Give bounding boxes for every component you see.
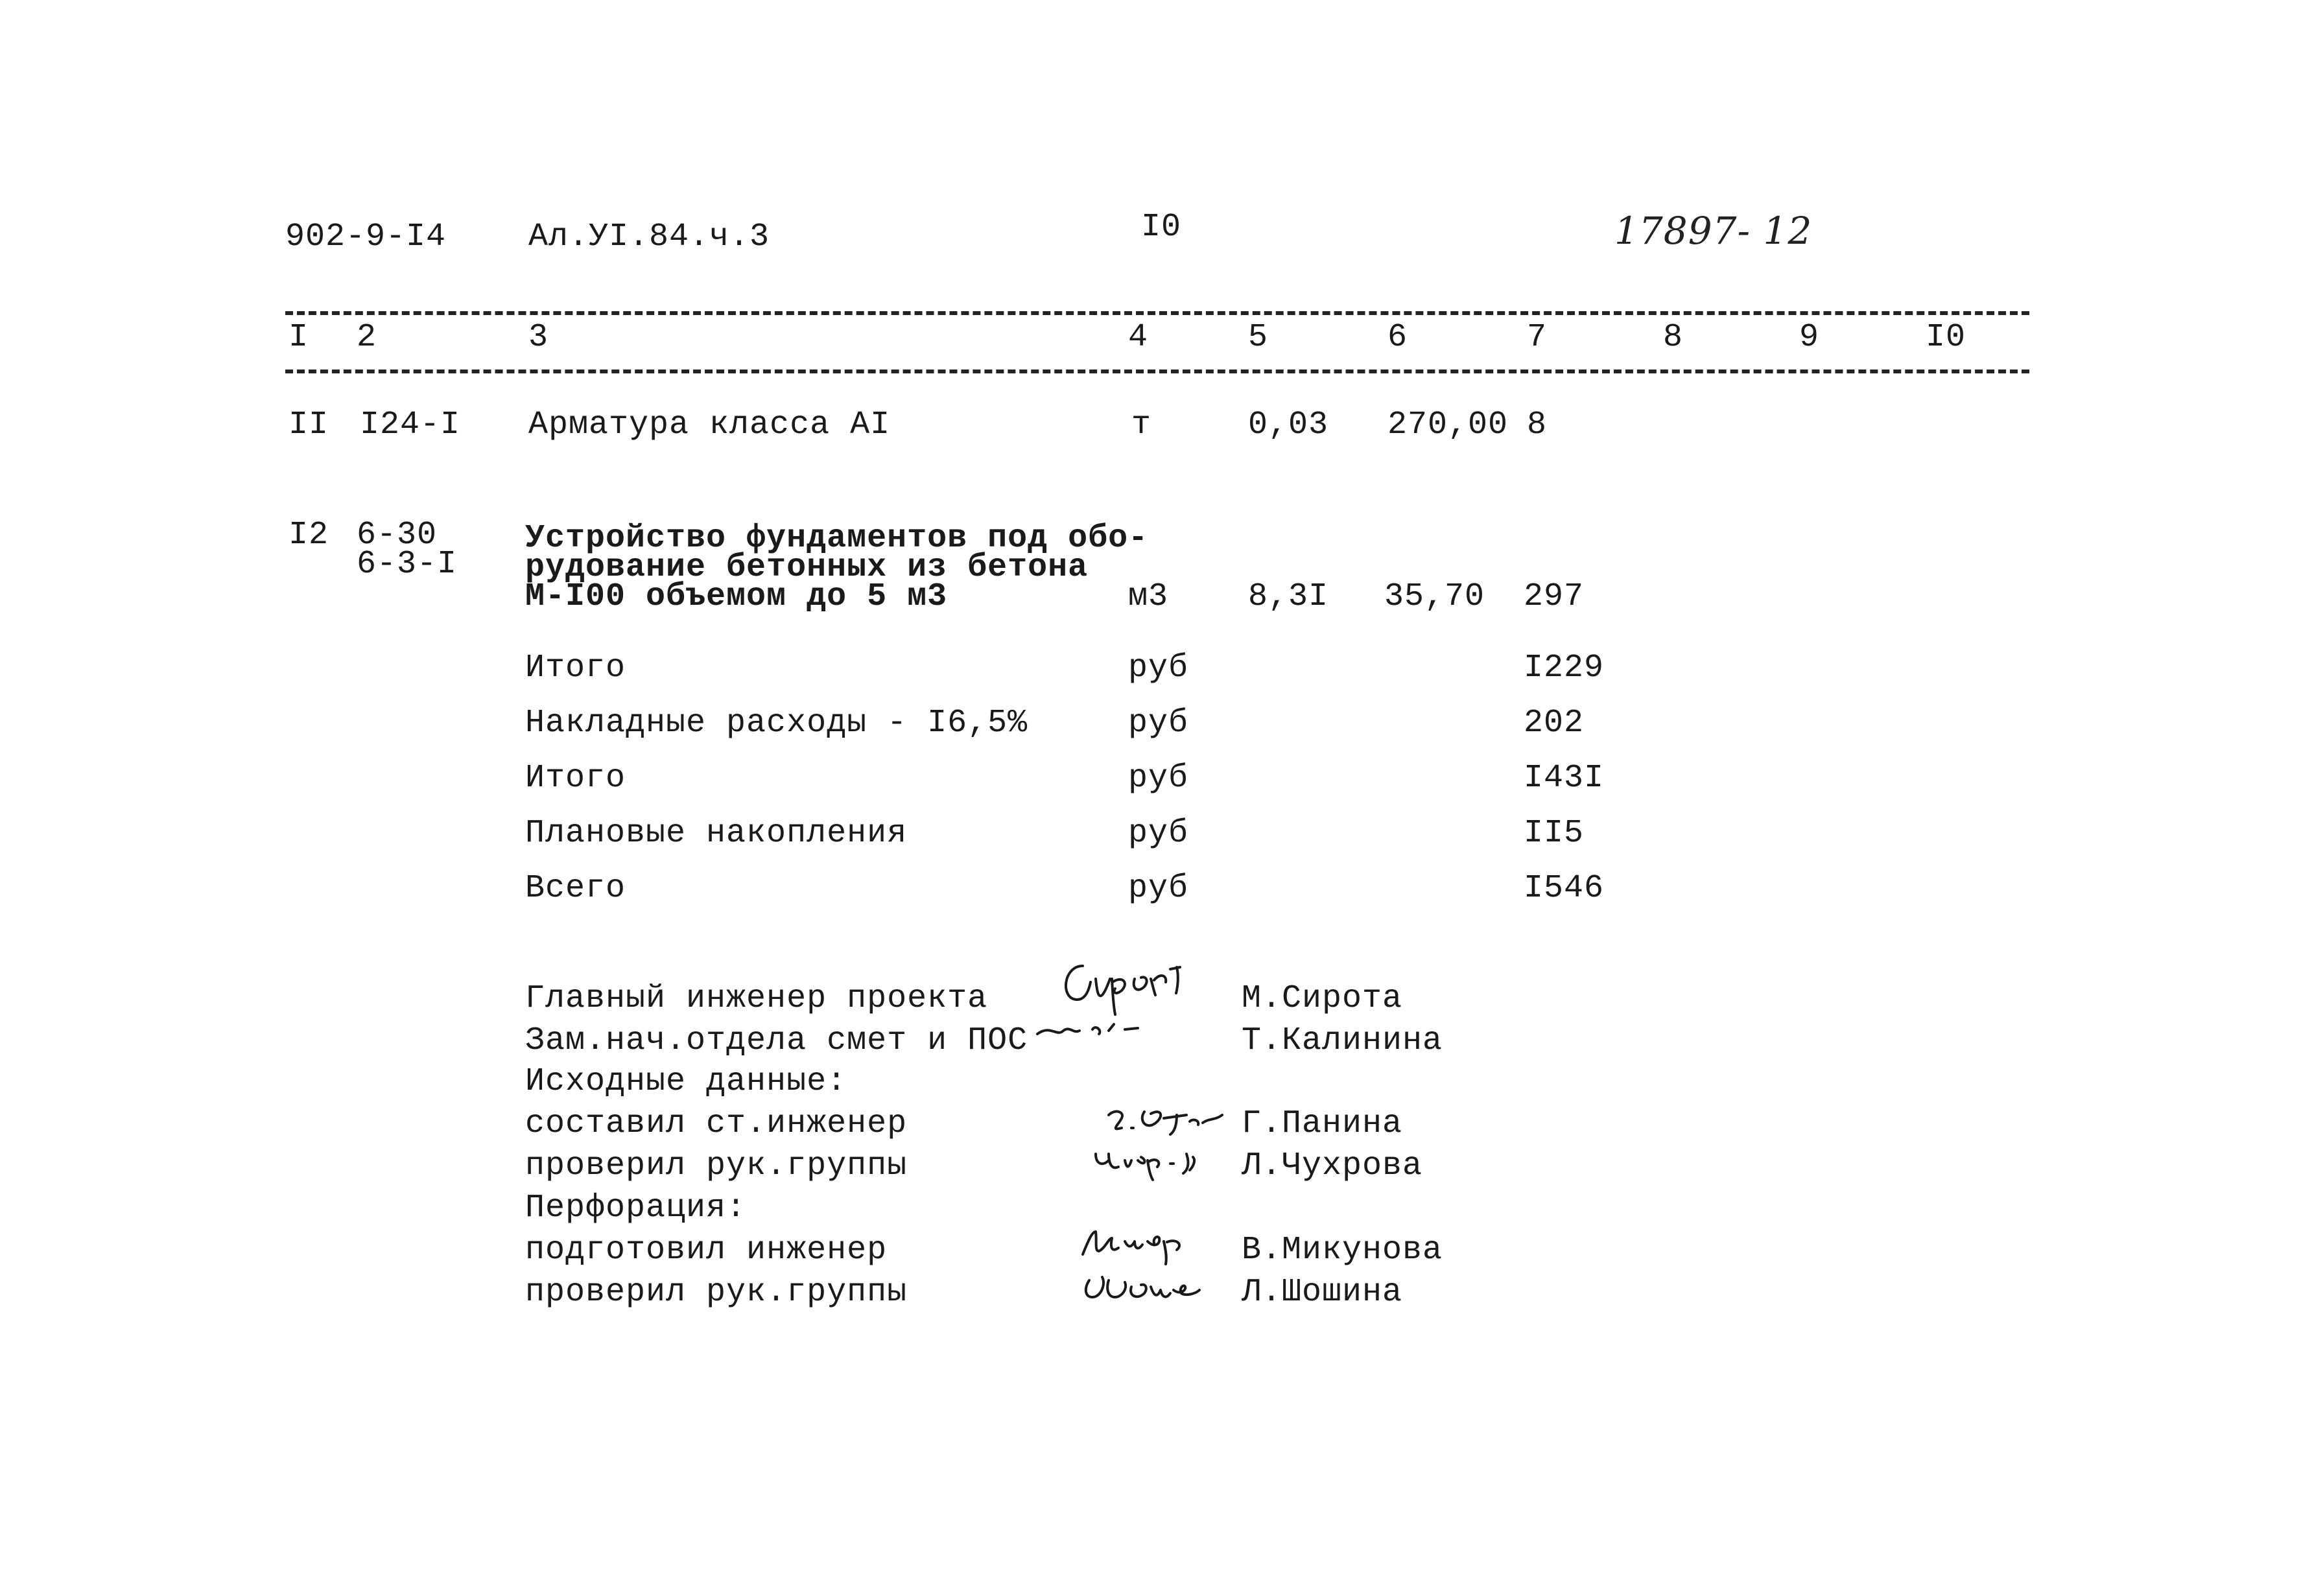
summary-overhead-value: 202 [1524, 705, 1585, 742]
summary-planned-savings-label: Плановые накопления [525, 815, 908, 852]
document-code: 902-9-I4 [285, 218, 447, 255]
summary-overhead-unit: руб [1128, 705, 1189, 742]
row-11-price: 270,00 [1387, 406, 1509, 443]
summary-grand-total-label: Всего [525, 870, 626, 907]
signatory-name-chukhrova: Л.Чухрова [1242, 1147, 1423, 1184]
summary-grand-total-unit: руб [1128, 870, 1189, 907]
row-12-code-line2: 6-3-I [357, 546, 458, 583]
row-12-name-line2: рудование бетонных из бетона [525, 549, 1089, 586]
row-12-code-line1: 6-30 [357, 517, 438, 554]
signatory-name-kalinina: Т.Калинина [1242, 1022, 1443, 1059]
summary-planned-savings-value: II5 [1524, 815, 1585, 852]
signature-shoshina [1070, 1264, 1219, 1309]
signatory-role-compiled-by: составил ст.инженер [525, 1105, 908, 1142]
column-header-7: 7 [1527, 319, 1548, 356]
signatory-name-mikunova: В.Микунова [1242, 1232, 1443, 1269]
column-header-2: 2 [357, 319, 377, 356]
column-header-6: 6 [1387, 319, 1408, 356]
column-header-4: 4 [1128, 319, 1149, 356]
header-top-divider [285, 311, 2029, 315]
signatory-name-panina: Г.Панина [1242, 1105, 1403, 1142]
signatory-role-deputy-head: Зам.нач.отдела смет и ПОС [525, 1022, 1028, 1059]
row-11-unit: т [1131, 406, 1152, 443]
row-11-quantity: 0,03 [1248, 406, 1329, 443]
column-header-1: I [289, 319, 309, 356]
row-12-name-line3: М-I00 объемом до 5 м3 [525, 578, 948, 615]
section-label-source-data: Исходные данные: [525, 1063, 847, 1100]
signatory-role-checked-by: проверил рук.группы [525, 1147, 908, 1184]
row-11-code: I24-I [360, 406, 461, 443]
page-number: I0 [1141, 209, 1182, 246]
signatory-name-shoshina: Л.Шошина [1242, 1274, 1403, 1311]
row-12-total: 297 [1524, 578, 1585, 615]
row-11-total: 8 [1527, 406, 1548, 443]
column-header-5: 5 [1248, 319, 1269, 356]
row-12-name-line1: Устройство фундаментов под обо- [525, 520, 1149, 557]
album-reference: Ал.УI.84.ч.3 [528, 218, 770, 255]
column-header-9: 9 [1799, 319, 1820, 356]
column-header-10: I0 [1926, 319, 1966, 356]
summary-subtotal2-label: Итого [525, 760, 626, 797]
summary-subtotal-label: Итого [525, 650, 626, 687]
handwritten-archive-number: 17897- 12 [1614, 209, 1813, 253]
column-header-3: 3 [528, 319, 549, 356]
summary-subtotal-value: I229 [1524, 650, 1605, 687]
header-bottom-divider [285, 370, 2029, 373]
signatory-role-prepared-by: подготовил инженер [525, 1232, 888, 1269]
summary-subtotal-unit: руб [1128, 650, 1189, 687]
row-12-number: I2 [289, 517, 329, 554]
section-label-perforation: Перфорация: [525, 1190, 747, 1226]
signature-mikunova [1070, 1219, 1219, 1264]
row-12-unit: м3 [1128, 578, 1169, 615]
summary-planned-savings-unit: руб [1128, 815, 1189, 852]
row-11-name: Арматура класса АI [528, 406, 891, 443]
row-11-number: II [289, 406, 329, 443]
summary-overhead-label: Накладные расходы - I6,5% [525, 705, 1028, 742]
signatory-role-checked-by-2: проверил рук.группы [525, 1274, 908, 1311]
signatory-role-chief-engineer: Главный инженер проекта [525, 980, 988, 1017]
column-header-8: 8 [1663, 319, 1684, 356]
summary-subtotal2-unit: руб [1128, 760, 1189, 797]
row-12-quantity: 8,3I [1248, 578, 1329, 615]
signature-panina [1102, 1096, 1232, 1141]
summary-grand-total-value: I546 [1524, 870, 1605, 907]
row-12-price: 35,70 [1384, 578, 1485, 615]
signature-sirota [1050, 953, 1225, 1018]
summary-subtotal2-value: I43I [1524, 760, 1605, 797]
signature-chukhrova [1089, 1141, 1219, 1186]
signatory-name-sirota: М.Сирота [1242, 980, 1403, 1017]
signature-kalinina [1031, 1011, 1161, 1044]
